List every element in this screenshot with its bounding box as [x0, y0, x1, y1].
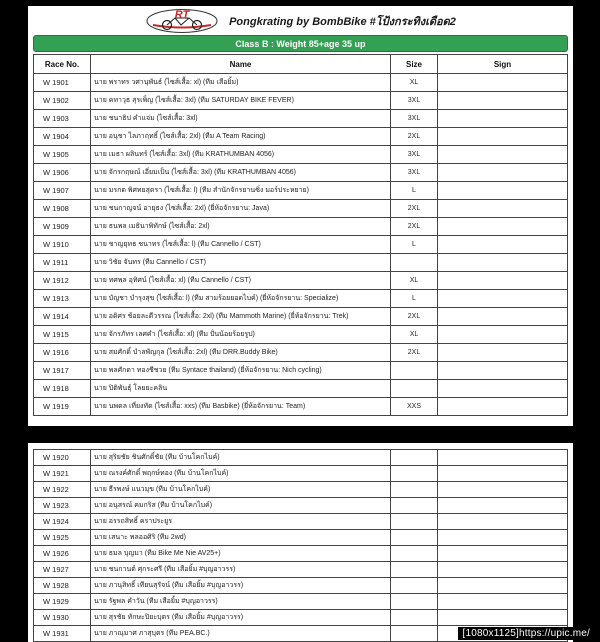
race-no: W 1930 — [34, 610, 91, 626]
shirt-size: 3XL — [391, 92, 438, 110]
column-header-name: Name — [91, 55, 391, 74]
column-header-size: Size — [391, 55, 438, 74]
watermark: [1080x1125]https://upic.me/ — [458, 627, 594, 640]
table-row — [34, 254, 568, 272]
table-row — [34, 272, 568, 290]
sign-cell — [438, 146, 568, 164]
race-table-1 — [33, 54, 568, 416]
rider-name: นาย สุรชัย ทักษะปิยะบุตร (ทีม เสือยิ้ม #บุญอาวรร) — [91, 610, 391, 626]
race-no: W 1920 — [34, 450, 91, 466]
rider-name: นาย ภานุสิทธิ์ เทียนสุรัจน์ (ทีม เสือยิ้ม #บุญอาวรร) — [91, 578, 391, 594]
sign-cell — [438, 610, 568, 626]
sign-cell — [438, 398, 568, 416]
rider-name: นาย สุริยชัย ชินศักดิ์ชัย (ทีม บ้านโคกไบค์) — [91, 450, 391, 466]
race-no: W 1910 — [34, 236, 91, 254]
table-row — [34, 182, 568, 200]
sign-cell — [438, 482, 568, 498]
shirt-size: 2XL — [391, 128, 438, 146]
page-title: Pongkrating by BombBike #โป้งกระทิงเดือด2 — [229, 16, 456, 28]
sign-cell — [438, 514, 568, 530]
shirt-size: L — [391, 290, 438, 308]
race-no: W 1908 — [34, 200, 91, 218]
shirt-size: 2XL — [391, 200, 438, 218]
rider-name: นาย ทศพล อุทิศน์ (ไซส์เสื้อ: xl) (ทีม Cannello / CST) — [91, 272, 391, 290]
sign-cell — [438, 110, 568, 128]
shirt-size: 2XL — [391, 344, 438, 362]
shirt-size — [391, 530, 438, 546]
race-no: W 1916 — [34, 344, 91, 362]
rider-name: นาย อดิศร ช้อยละดีวรรณ (ไซส์เสื้อ: 2xl) (ทีม Mammoth Marine) (ยี่ห้อจักรยาน: Trek) — [91, 308, 391, 326]
sign-cell — [438, 182, 568, 200]
table-row — [34, 450, 568, 466]
sign-cell — [438, 272, 568, 290]
race-no: W 1926 — [34, 546, 91, 562]
rider-name: นาย ธนพล เมธินาพิทักษ์ (ไซส์เสื้อ: 2xl) — [91, 218, 391, 236]
race-no: W 1904 — [34, 128, 91, 146]
sign-cell — [438, 578, 568, 594]
rider-name: นาย พราทร วศานุพันธ์ (ไซส์เสื้อ: xl) (ทีม เสือยิ้ม) — [91, 74, 391, 92]
shirt-size — [391, 482, 438, 498]
sign-cell — [438, 254, 568, 272]
table-row — [34, 380, 568, 398]
class-banner: Class B : Weight 85+age 35 up — [33, 35, 568, 52]
race-no: W 1909 — [34, 218, 91, 236]
race-no: W 1925 — [34, 530, 91, 546]
table-row — [34, 594, 568, 610]
shirt-size — [391, 594, 438, 610]
table-row — [34, 546, 568, 562]
race-no: W 1911 — [34, 254, 91, 272]
sign-cell — [438, 290, 568, 308]
race-no: W 1922 — [34, 482, 91, 498]
rider-name: นาย ชนาธิป คำแจ่ม (ไซส์เสื้อ: 3xl) — [91, 110, 391, 128]
shirt-size: XL — [391, 74, 438, 92]
rider-name: นาย ชาญยุทธ ชนาทร (ไซส์เสื้อ: l) (ทีม Cannello / CST) — [91, 236, 391, 254]
table-row — [34, 482, 568, 498]
sign-cell — [438, 236, 568, 254]
shirt-size — [391, 514, 438, 530]
race-no: W 1923 — [34, 498, 91, 514]
rider-name: นาย เสนาะ พลออศิริ (ทีม 2wd) — [91, 530, 391, 546]
shirt-size: XXS — [391, 398, 438, 416]
race-no: W 1931 — [34, 626, 91, 642]
rider-name: นาย วิชัย จันทร (ทีม Cannello / CST) — [91, 254, 391, 272]
table-row — [34, 110, 568, 128]
rider-name: นาย ชนกาญจน์ อายุธง (ไซส์เสื้อ: 2xl) (ยี่ห้อจักรยาน: Java) — [91, 200, 391, 218]
rider-name: นาย พลศักดา ทองชีชวย (ทีม Syntace thailand) (ยี่ห้อจักรยาน: Nich cycling) — [91, 362, 391, 380]
table-row — [34, 74, 568, 92]
sign-cell — [438, 308, 568, 326]
shirt-size — [391, 380, 438, 398]
race-no: W 1901 — [34, 74, 91, 92]
race-no: W 1915 — [34, 326, 91, 344]
rider-name: นาย บัญชา บำรุงสุข (ไซส์เสื้อ: l) (ทีม สามร้อยยอดไบค์) (ยี่ห้อจักรยาน: Specialize) — [91, 290, 391, 308]
rider-name: นาย คทาวุธ สุรเพ็ญ (ไซส์เสื้อ: 3xl) (ทีม SATURDAY BIKE FEVER) — [91, 92, 391, 110]
table-row — [34, 562, 568, 578]
rider-name: นาย มรกต พิศทยสุตรา (ไซส์เสื้อ: l) (ทีม สำนักจักรยานซิ่ง มอร์ประหยาย) — [91, 182, 391, 200]
sign-cell — [438, 498, 568, 514]
rider-name: นาย อนุสรณ์ คมกริส (ทีม บ้านโคกไบค์) — [91, 498, 391, 514]
rider-name: นาย ณรงค์ศักดิ์ พฤกษ์ทอง (ทีม บ้านโคกไบค์) — [91, 466, 391, 482]
sign-cell — [438, 128, 568, 146]
sign-cell — [438, 530, 568, 546]
rider-name: นาย นพดล เที่ยงทัด (ไซส์เสื้อ: xxs) (ทีม Basbike) (ยี่ห้อจักรยาน: Team) — [91, 398, 391, 416]
table-row — [34, 326, 568, 344]
race-no: W 1919 — [34, 398, 91, 416]
shirt-size: 3XL — [391, 146, 438, 164]
rider-name: นาย อนุชา ไลภาฤทธิ์ (ไซส์เสื้อ: 2xl) (ทีม A Team Racing) — [91, 128, 391, 146]
race-no: W 1924 — [34, 514, 91, 530]
race-no: W 1914 — [34, 308, 91, 326]
sign-cell — [438, 562, 568, 578]
race-no: W 1905 — [34, 146, 91, 164]
shirt-size — [391, 626, 438, 642]
document-page-2 — [28, 443, 573, 642]
table-row — [34, 128, 568, 146]
shirt-size — [391, 610, 438, 626]
shirt-size — [391, 362, 438, 380]
shirt-size: 2XL — [391, 218, 438, 236]
table-row — [34, 218, 568, 236]
rider-name: นาย ธมล บุญมา (ทีม Bike Me Nie AV25+) — [91, 546, 391, 562]
race-no: W 1906 — [34, 164, 91, 182]
table-row — [34, 362, 568, 380]
column-header-sign: Sign — [438, 55, 568, 74]
table-row — [34, 308, 568, 326]
table-row — [34, 146, 568, 164]
table-row — [34, 236, 568, 254]
sign-cell — [438, 326, 568, 344]
rider-name: นาย รัฐพล คำวัน (ทีม เสือยิ้ม #บุญอาวรร) — [91, 594, 391, 610]
rider-name: นาย ชนกานต์ ศุกระศรี (ทีม เสือยิ้ม #บุญอาวรร) — [91, 562, 391, 578]
table-row — [34, 200, 568, 218]
table-row — [34, 92, 568, 110]
sign-cell — [438, 200, 568, 218]
shirt-size — [391, 498, 438, 514]
rider-name: นาย จักรกฤษณ์ เอี่ยมเป็น (ไซส์เสื้อ: 3xl) (ทีม KRATHUMBAN 4056) — [91, 164, 391, 182]
shirt-size — [391, 546, 438, 562]
sign-cell — [438, 546, 568, 562]
race-no: W 1902 — [34, 92, 91, 110]
shirt-size: 3XL — [391, 110, 438, 128]
shirt-size — [391, 466, 438, 482]
race-no: W 1927 — [34, 562, 91, 578]
shirt-size: 3XL — [391, 164, 438, 182]
shirt-size: L — [391, 182, 438, 200]
shirt-size — [391, 578, 438, 594]
sign-cell — [438, 594, 568, 610]
table-row — [34, 398, 568, 416]
rider-name: นาย เมธา ผลินทร์ (ไซส์เสื้อ: 3xl) (ทีม KRATHUMBAN 4056) — [91, 146, 391, 164]
race-no: W 1917 — [34, 362, 91, 380]
sign-cell — [438, 164, 568, 182]
table-row — [34, 610, 568, 626]
shirt-size: XL — [391, 326, 438, 344]
rider-name: นาย จักรภัทร เลศคำ (ไซส์เสื้อ: xl) (ทีม ปั่นน้อยร้อยรูป) — [91, 326, 391, 344]
race-no: W 1903 — [34, 110, 91, 128]
table-row — [34, 344, 568, 362]
sign-cell — [438, 450, 568, 466]
table-row — [34, 290, 568, 308]
shirt-size — [391, 562, 438, 578]
shirt-size — [391, 450, 438, 466]
table-row — [34, 530, 568, 546]
race-no: W 1907 — [34, 182, 91, 200]
sign-cell — [438, 218, 568, 236]
rider-name: นาย ภาณุมาศ ภาสุบุตร (ทีม PEA.BC.) — [91, 626, 391, 642]
race-no: W 1913 — [34, 290, 91, 308]
rider-name: นาย ธีรพงษ์ แนวมุข (ทีม บ้านโคกไบค์) — [91, 482, 391, 498]
shirt-size: 2XL — [391, 308, 438, 326]
race-no: W 1912 — [34, 272, 91, 290]
race-no: W 1928 — [34, 578, 91, 594]
rider-name: นาย อรรถสิทธิ์ คราประยูร — [91, 514, 391, 530]
document-page-1 — [28, 6, 573, 426]
shirt-size — [391, 254, 438, 272]
race-table-2 — [33, 449, 568, 642]
sign-cell — [438, 380, 568, 398]
race-no: W 1921 — [34, 466, 91, 482]
column-header-race-no: Race No. — [34, 55, 91, 74]
svg-text:RT: RT — [174, 9, 190, 21]
table-row — [34, 514, 568, 530]
table-row — [34, 498, 568, 514]
bombbike-race-logo-icon — [145, 8, 219, 34]
table-row — [34, 164, 568, 182]
table-row — [34, 578, 568, 594]
race-no: W 1918 — [34, 380, 91, 398]
sign-cell — [438, 362, 568, 380]
table-row — [34, 466, 568, 482]
sign-cell — [438, 466, 568, 482]
rider-name: นาย ปิติพันธุ์ โลยยะคลิน — [91, 380, 391, 398]
shirt-size: XL — [391, 272, 438, 290]
race-no: W 1929 — [34, 594, 91, 610]
document-header — [28, 6, 573, 33]
table-header-row — [34, 55, 568, 74]
sign-cell — [438, 92, 568, 110]
sign-cell — [438, 344, 568, 362]
rider-name: นาย สมศักดิ์ บำลพัญกุล (ไซส์เสื้อ: 2xl) (ทีม DRR.Buddy Bike) — [91, 344, 391, 362]
sign-cell — [438, 74, 568, 92]
shirt-size: L — [391, 236, 438, 254]
